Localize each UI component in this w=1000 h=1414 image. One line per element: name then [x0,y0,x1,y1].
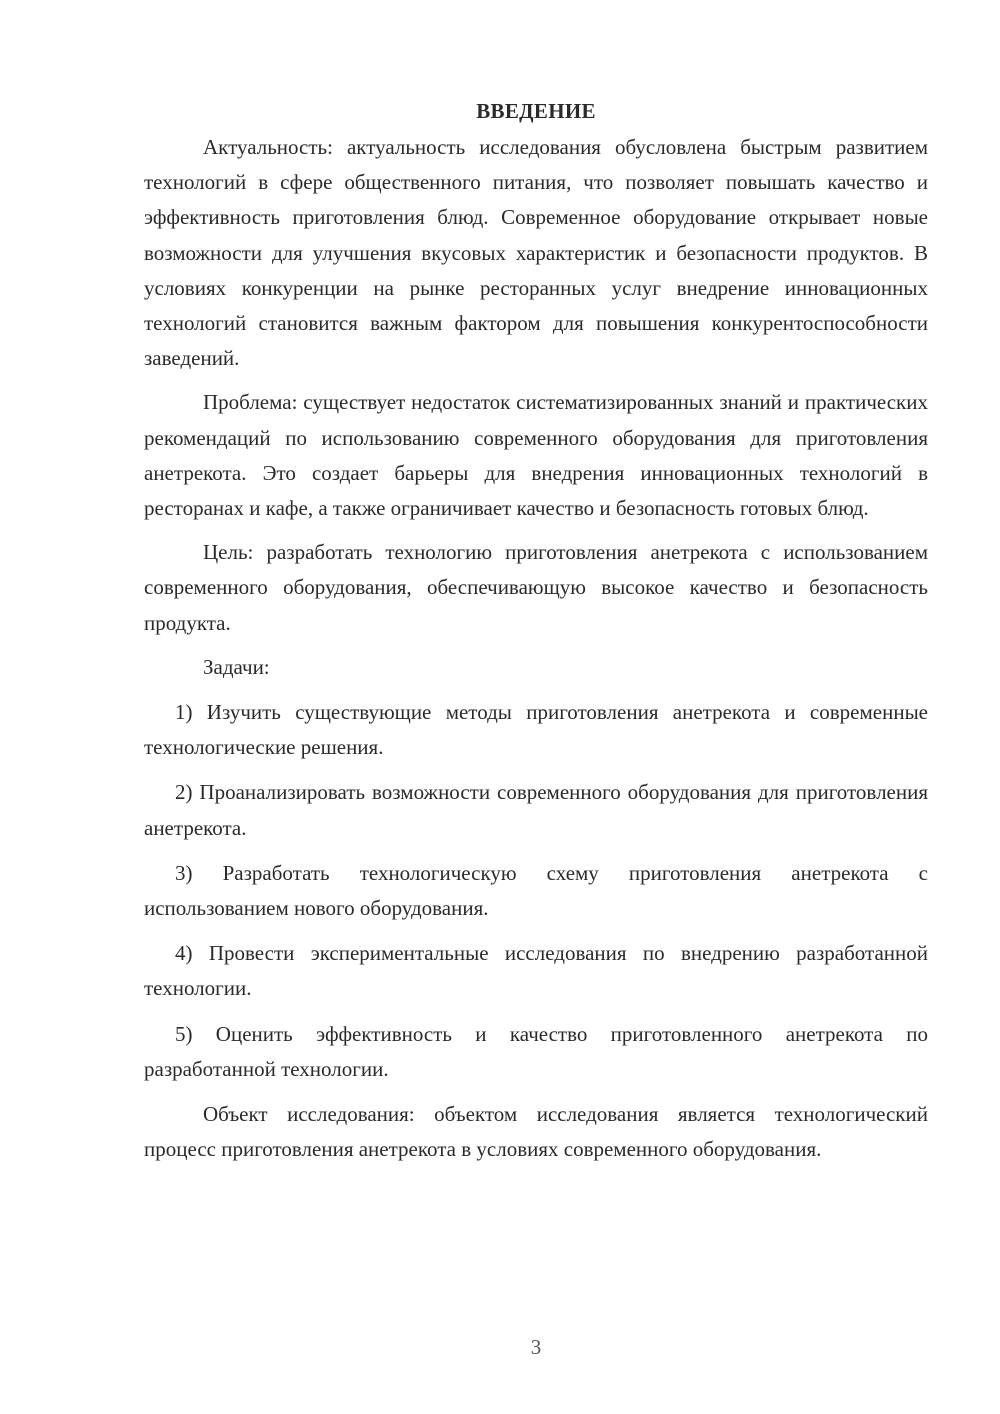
object-paragraph: Объект исследования: объектом исследования является технологический процесс приготовления анетрекота в условиях современного оборудования. [144,1102,928,1162]
page-title: ВВЕДЕНИЕ [476,99,596,123]
goal-paragraph: Цель: разработать технологию приготовления анетрекота с использованием современного оборудования, обеспечивающую высокое качество и безопасность продукта. [144,540,928,635]
task-item: 2) Проанализировать возможности современного оборудования для приготовления анетрекота. [144,780,928,840]
problem-paragraph: Проблема: существует недостаток систематизированных знаний и практических рекомендаций по использованию современного оборудования для приготовления анетрекота. Это создает барьеры для внедрения инновационных технологий в ресторанах и кафе, а также ограничивает качество и безопасность готовых блюд. [144,390,928,521]
relevance-paragraph: Актуальность: актуальность исследования обусловлена быстрым развитием технологий в сфере общественного питания, что позволяет повышать качество и эффективность приготовления блюд. Современное оборудование открывает новые возможности для улучшения вкусовых характеристик и безопасности продуктов. В условиях конкуренции на рынке ресторанных услуг внедрение инновационных технологий становится важным фактором для повышения конкурентоспособности заведений. [144,135,928,371]
task-item: 3) Разработать технологическую схему приготовления анетрекота с использованием нового оборудования. [144,860,928,921]
page-body [144,96,928,1167]
task-item: 1) Изучить существующие методы приготовления анетрекота и современные технологические решения. [144,700,928,760]
task-item: 5) Оценить эффективность и качество приготовленного анетрекота по разработанной технологии. [144,1021,928,1081]
page-number: 3 [530,1335,542,1359]
task-item: 4) Провести экспериментальные исследования по внедрению разработанной технологии. [144,941,928,1001]
tasks-heading: Задачи: [203,654,270,679]
